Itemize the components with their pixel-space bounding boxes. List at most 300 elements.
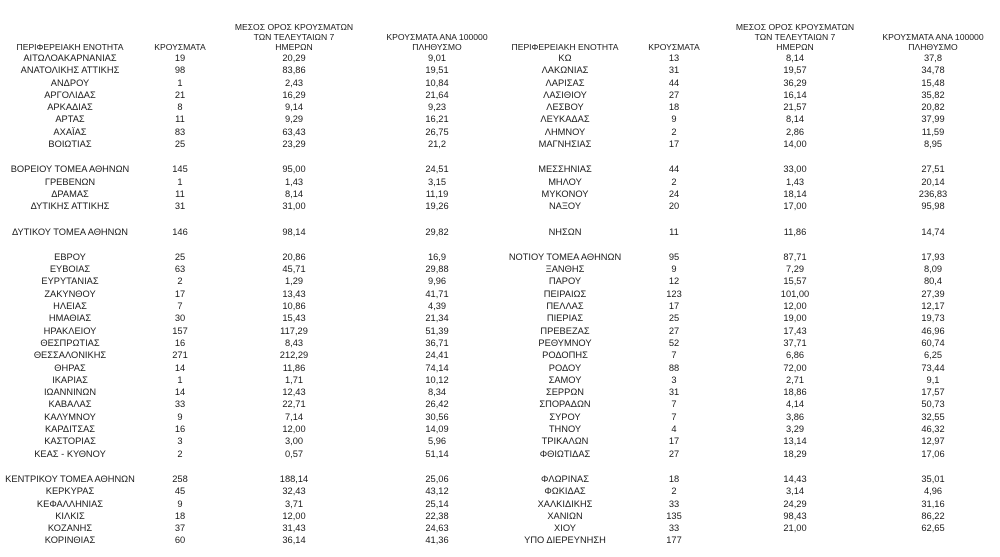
table-row bbox=[0, 52, 506, 64]
region-cell: ΠΑΡΟΥ bbox=[548, 276, 582, 287]
table-row bbox=[506, 337, 1000, 349]
cases-cell: 31 bbox=[668, 387, 680, 398]
per100k-cell: 46,32 bbox=[921, 424, 945, 435]
region-cell: ΑΙΤΩΛΟΑΚΑΡΝΑΝΙΑΣ bbox=[23, 53, 117, 63]
cases-cell: 177 bbox=[666, 535, 682, 546]
cases-cell: 16 bbox=[174, 337, 186, 348]
cases-cell: 2 bbox=[177, 276, 183, 287]
region-cell: ΝΗΣΩΝ bbox=[548, 226, 582, 237]
per100k-cell: 29,82 bbox=[425, 226, 449, 237]
table-row bbox=[0, 251, 506, 263]
per100k-cell: 31,16 bbox=[921, 498, 945, 509]
cases-cell: 135 bbox=[666, 510, 682, 521]
cases-cell: 258 bbox=[172, 473, 188, 484]
table-row bbox=[0, 510, 506, 522]
per100k-cell: 16,9 bbox=[427, 251, 447, 262]
region-cell: ΚΙΛΚΙΣ bbox=[55, 510, 85, 521]
cases-cell: 18 bbox=[174, 510, 186, 521]
table-row bbox=[506, 188, 1000, 200]
table-row bbox=[506, 126, 1000, 138]
per100k-cell: 29,88 bbox=[425, 264, 449, 275]
region-cell: ΗΛΕΙΑΣ bbox=[53, 301, 87, 312]
region-column-header: ΠΕΡΙΦΕΡΕΙΑΚΗ ΕΝΟΤΗΤΑ bbox=[511, 42, 619, 52]
cases-cell: 145 bbox=[172, 164, 188, 175]
per100k-cell: 32,55 bbox=[921, 411, 945, 422]
per100k-cell: 8,34 bbox=[427, 387, 447, 398]
spacer-row bbox=[506, 213, 1000, 226]
cases-cell: 1 bbox=[177, 374, 183, 385]
region-cell: ΧΑΛΚΙΔΙΚΗΣ bbox=[537, 498, 593, 509]
table-row bbox=[506, 226, 1000, 238]
region-cell: ΑΝΑΤΟΛΙΚΗΣ ΑΤΤΙΚΗΣ bbox=[20, 65, 120, 76]
per100k-cell: 10,84 bbox=[425, 77, 449, 88]
region-cell: ΚΑΒΑΛΑΣ bbox=[48, 399, 92, 410]
table-row bbox=[0, 374, 506, 386]
cases-cell: 17 bbox=[174, 288, 186, 299]
per100k-cell: 95,98 bbox=[921, 201, 945, 212]
region-cell: ΔΥΤΙΚΟΥ ΤΟΜΕΑ ΑΘΗΝΩΝ bbox=[11, 226, 129, 237]
region-cell: ΛΗΜΝΟΥ bbox=[544, 126, 586, 137]
cases-cell: 18 bbox=[668, 473, 680, 484]
per100k-cell: 17,06 bbox=[921, 448, 945, 459]
per100k-cell: 73,44 bbox=[921, 362, 945, 373]
region-cell: ΚΑΣΤΟΡΙΑΣ bbox=[44, 436, 96, 447]
per100k-cell: 51,14 bbox=[425, 448, 449, 459]
cases-cell: 2 bbox=[671, 486, 677, 497]
cases-cell: 1 bbox=[177, 176, 183, 187]
cases-cell bbox=[140, 150, 220, 163]
table-row bbox=[506, 362, 1000, 374]
per100k-cell: 27,51 bbox=[921, 164, 945, 175]
per100k-cell: 19,51 bbox=[425, 65, 449, 76]
table-row bbox=[0, 89, 506, 101]
cases-cell: 27 bbox=[668, 448, 680, 459]
per100k-cell: 86,22 bbox=[921, 510, 945, 521]
avg7-cell: 117,29 bbox=[280, 325, 308, 336]
cases-cell: 98 bbox=[174, 65, 186, 76]
avg7-cell: 17,00 bbox=[783, 201, 807, 212]
per100k-cell: 25,06 bbox=[425, 473, 449, 484]
cases-cell bbox=[624, 213, 724, 226]
spacer-row bbox=[0, 460, 506, 473]
cases-cell: 44 bbox=[668, 77, 680, 88]
cases-cell: 14 bbox=[174, 362, 186, 373]
cases-table-right bbox=[506, 14, 1000, 547]
per100k-cell: 6,25 bbox=[923, 350, 943, 361]
per100k-cell: 27,39 bbox=[921, 288, 945, 299]
table-row bbox=[506, 485, 1000, 497]
table-row bbox=[0, 423, 506, 435]
cases-cell: 63 bbox=[174, 264, 186, 275]
region-cell: ΦΛΩΡΙΝΑΣ bbox=[540, 473, 590, 484]
avg7-cell: 9,29 bbox=[284, 114, 304, 125]
per100k-cell: 62,65 bbox=[921, 523, 945, 534]
table-row bbox=[0, 522, 506, 534]
per100k-cell: 41,36 bbox=[425, 535, 449, 546]
region-cell: ΖΑΚΥΝΘΟΥ bbox=[44, 288, 96, 299]
avg7-cell bbox=[724, 534, 866, 546]
avg7-column-header: ΜΕΣΟΣ ΟΡΟΣ ΚΡΟΥΣΜΑΤΩΝ ΤΩΝ ΤΕΛΕΥΤΑΙΩΝ 7 ΗΜΕΡΩΝ bbox=[234, 22, 354, 52]
region-cell bbox=[0, 213, 140, 226]
per100k-cell: 11,19 bbox=[425, 188, 449, 199]
per100k-cell: 10,12 bbox=[425, 374, 449, 385]
avg7-cell: 87,71 bbox=[783, 251, 807, 262]
region-cell: ΒΟΙΩΤΙΑΣ bbox=[48, 139, 92, 150]
avg7-cell: 13,43 bbox=[282, 288, 306, 299]
avg7-cell bbox=[724, 213, 866, 226]
table-row bbox=[0, 300, 506, 312]
avg7-cell: 18,86 bbox=[783, 387, 807, 398]
region-cell: ΣΠΟΡΑΔΩΝ bbox=[539, 399, 591, 410]
cases-cell: 4 bbox=[671, 424, 677, 435]
avg7-cell: 13,14 bbox=[783, 436, 807, 447]
cases-cell: 25 bbox=[668, 313, 680, 324]
avg7-cell: 1,43 bbox=[785, 176, 805, 187]
table-row bbox=[0, 362, 506, 374]
table-row bbox=[506, 448, 1000, 460]
cases-cell: 20 bbox=[668, 201, 680, 212]
region-cell: ΚΕΡΚΥΡΑΣ bbox=[45, 486, 95, 497]
avg7-cell bbox=[220, 150, 368, 163]
region-cell: ΛΕΣΒΟΥ bbox=[546, 102, 584, 113]
avg7-cell: 72,00 bbox=[783, 362, 807, 373]
table-row bbox=[0, 163, 506, 175]
per100k-cell: 37,8 bbox=[923, 53, 943, 63]
table-row bbox=[0, 485, 506, 497]
table-row bbox=[506, 263, 1000, 275]
cases-cell: 8 bbox=[177, 102, 183, 113]
avg7-cell: 63,43 bbox=[282, 126, 306, 137]
cases-cell: 7 bbox=[671, 411, 677, 422]
avg7-cell bbox=[724, 238, 866, 251]
table-row bbox=[506, 113, 1000, 125]
cases-cell: 88 bbox=[668, 362, 680, 373]
region-cell: ΦΩΚΙΔΑΣ bbox=[544, 486, 586, 497]
region-cell bbox=[0, 460, 140, 473]
avg7-cell: 22,71 bbox=[282, 399, 306, 410]
per100k-cell: 3,15 bbox=[427, 176, 447, 187]
per100k-column-header: ΚΡΟΥΣΜΑΤΑ ΑΝΑ 100000 ΠΛΗΘΥΣΜΟ bbox=[386, 32, 488, 52]
cases-cell: 17 bbox=[668, 301, 680, 312]
per100k-cell: 37,99 bbox=[921, 114, 945, 125]
avg7-cell bbox=[220, 238, 368, 251]
per100k-cell: 21,2 bbox=[427, 139, 447, 150]
table-row bbox=[506, 312, 1000, 324]
avg7-cell: 8,14 bbox=[284, 188, 304, 199]
per100k-cell: 34,78 bbox=[921, 65, 945, 76]
cases-cell: 2 bbox=[177, 448, 183, 459]
table-row bbox=[0, 288, 506, 300]
table-row bbox=[506, 510, 1000, 522]
per100k-cell bbox=[866, 534, 1000, 546]
cases-cell: 123 bbox=[666, 288, 682, 299]
avg7-cell: 31,43 bbox=[282, 523, 306, 534]
table-row bbox=[0, 138, 506, 150]
avg7-cell: 20,29 bbox=[282, 53, 306, 63]
table-row bbox=[506, 498, 1000, 510]
region-cell bbox=[0, 238, 140, 251]
region-cell: ΕΥΒΟΙΑΣ bbox=[49, 264, 91, 275]
cases-cell: 1 bbox=[177, 77, 183, 88]
region-cell: ΤΗΝΟΥ bbox=[548, 424, 582, 435]
avg7-cell: 33,00 bbox=[783, 164, 807, 175]
cases-cell bbox=[140, 460, 220, 473]
region-cell: ΣΕΡΡΩΝ bbox=[545, 387, 584, 398]
table-row bbox=[0, 534, 506, 546]
region-cell: ΚΟΖΑΝΗΣ bbox=[47, 523, 93, 534]
per100k-cell: 21,34 bbox=[425, 313, 449, 324]
avg7-cell: 24,29 bbox=[783, 498, 807, 509]
region-cell: ΛΕΥΚΑΔΑΣ bbox=[540, 114, 590, 125]
region-cell: ΡΕΘΥΜΝΟΥ bbox=[538, 337, 592, 348]
avg7-cell: 45,71 bbox=[282, 264, 306, 275]
table-row bbox=[0, 200, 506, 212]
table-row bbox=[506, 349, 1000, 361]
table-row bbox=[506, 473, 1000, 485]
avg7-cell: 18,14 bbox=[783, 188, 807, 199]
avg7-cell: 7,14 bbox=[284, 411, 304, 422]
table-row bbox=[0, 275, 506, 287]
cases-cell: 157 bbox=[172, 325, 188, 336]
avg7-cell: 19,57 bbox=[783, 65, 807, 76]
per100k-cell bbox=[368, 460, 506, 473]
per100k-cell: 35,01 bbox=[921, 473, 945, 484]
region-cell: ΧΑΝΙΩΝ bbox=[547, 510, 583, 521]
region-cell: ΘΗΡΑΣ bbox=[54, 362, 86, 373]
cases-cell: 3 bbox=[177, 436, 183, 447]
per100k-cell: 14,74 bbox=[921, 226, 945, 237]
region-cell bbox=[506, 460, 624, 473]
table-row bbox=[0, 101, 506, 113]
cases-cell bbox=[624, 238, 724, 251]
avg7-cell: 15,43 bbox=[282, 313, 306, 324]
region-cell: ΡΟΔΟΠΗΣ bbox=[542, 350, 588, 361]
per100k-cell: 24,63 bbox=[425, 523, 449, 534]
table-row bbox=[506, 89, 1000, 101]
per100k-cell: 21,64 bbox=[425, 89, 449, 100]
per100k-cell: 36,71 bbox=[425, 337, 449, 348]
avg7-cell: 8,14 bbox=[785, 114, 805, 125]
cases-cell: 13 bbox=[668, 53, 680, 63]
per100k-cell: 74,14 bbox=[425, 362, 449, 373]
table-row bbox=[506, 200, 1000, 212]
cases-cell: 271 bbox=[172, 350, 188, 361]
per100k-cell: 50,73 bbox=[921, 399, 945, 410]
avg7-cell: 8,43 bbox=[284, 337, 304, 348]
avg7-cell: 15,57 bbox=[783, 276, 807, 287]
region-cell: ΛΑΚΩΝΙΑΣ bbox=[541, 65, 589, 76]
cases-cell: 3 bbox=[671, 374, 677, 385]
avg7-cell: 19,00 bbox=[783, 313, 807, 324]
table-row bbox=[506, 386, 1000, 398]
per100k-cell: 24,41 bbox=[425, 350, 449, 361]
per100k-cell: 8,95 bbox=[923, 139, 943, 150]
cases-cell bbox=[140, 238, 220, 251]
cases-cell: 83 bbox=[174, 126, 186, 137]
avg7-cell: 16,29 bbox=[282, 89, 306, 100]
spacer-row bbox=[506, 150, 1000, 163]
cases-table-left bbox=[0, 14, 506, 547]
avg7-cell: 2,71 bbox=[785, 374, 805, 385]
table-row bbox=[0, 77, 506, 89]
avg7-cell: 3,14 bbox=[785, 486, 805, 497]
avg7-cell: 7,29 bbox=[785, 264, 805, 275]
avg7-cell: 1,43 bbox=[284, 176, 304, 187]
avg7-cell bbox=[724, 460, 866, 473]
region-cell: ΣΥΡΟΥ bbox=[549, 411, 581, 422]
region-cell: ΜΗΛΟΥ bbox=[548, 176, 582, 187]
table-row bbox=[506, 138, 1000, 150]
cases-cell: 12 bbox=[668, 276, 680, 287]
spacer-row bbox=[0, 150, 506, 163]
region-cell: ΚΑΛΥΜΝΟΥ bbox=[44, 411, 96, 422]
avg7-cell: 11,86 bbox=[783, 226, 807, 237]
per100k-cell: 60,74 bbox=[921, 337, 945, 348]
per100k-cell: 20,82 bbox=[921, 102, 945, 113]
region-cell: ΜΕΣΣΗΝΙΑΣ bbox=[538, 164, 592, 175]
per100k-cell bbox=[866, 460, 1000, 473]
cases-cell: 2 bbox=[671, 126, 677, 137]
table-row bbox=[0, 188, 506, 200]
region-cell: ΠΡΕΒΕΖΑΣ bbox=[540, 325, 590, 336]
table-row bbox=[0, 126, 506, 138]
cases-cell: 44 bbox=[668, 164, 680, 175]
avg7-cell: 12,43 bbox=[282, 387, 306, 398]
avg7-cell: 32,43 bbox=[282, 486, 306, 497]
per100k-cell: 5,96 bbox=[427, 436, 447, 447]
region-cell: ΛΑΡΙΣΑΣ bbox=[545, 77, 585, 88]
cases-cell: 24 bbox=[668, 188, 680, 199]
avg7-cell: 17,43 bbox=[783, 325, 807, 336]
table-row bbox=[506, 163, 1000, 175]
cases-cell: 17 bbox=[668, 139, 680, 150]
cases-cell: 31 bbox=[668, 65, 680, 76]
left-table-body bbox=[0, 52, 506, 547]
region-cell: ΠΕΛΛΑΣ bbox=[546, 301, 584, 312]
per100k-cell: 26,42 bbox=[425, 399, 449, 410]
header-row bbox=[0, 14, 506, 52]
avg7-cell: 12,00 bbox=[783, 301, 807, 312]
cases-column-header: ΚΡΟΥΣΜΑΤΑ bbox=[154, 42, 206, 52]
region-cell: ΚΩ bbox=[558, 53, 572, 63]
region-cell: ΔΥΤΙΚΗΣ ΑΤΤΙΚΗΣ bbox=[30, 201, 110, 212]
region-cell: ΑΡΚΑΔΙΑΣ bbox=[47, 102, 93, 113]
region-cell: ΔΡΑΜΑΣ bbox=[51, 188, 89, 199]
header-row bbox=[506, 14, 1000, 52]
region-cell: ΕΒΡΟΥ bbox=[54, 251, 86, 262]
region-cell: ΝΑΞΟΥ bbox=[548, 201, 582, 212]
table-row bbox=[0, 498, 506, 510]
region-cell: ΘΕΣΣΑΛΟΝΙΚΗΣ bbox=[33, 350, 107, 361]
avg7-cell: 36,29 bbox=[783, 77, 807, 88]
avg7-cell: 8,14 bbox=[785, 53, 805, 63]
region-cell: ΗΡΑΚΛΕΙΟΥ bbox=[43, 325, 97, 336]
per100k-cell: 24,51 bbox=[425, 164, 449, 175]
spacer-row bbox=[506, 238, 1000, 251]
region-cell bbox=[506, 213, 624, 226]
table-row bbox=[0, 411, 506, 423]
region-cell: ΜΥΚΟΝΟΥ bbox=[541, 188, 589, 199]
per100k-cell: 9,96 bbox=[427, 276, 447, 287]
avg7-cell: 31,00 bbox=[282, 201, 306, 212]
cases-cell: 146 bbox=[172, 226, 188, 237]
avg7-cell: 4,14 bbox=[785, 399, 805, 410]
right-table-body bbox=[506, 52, 1000, 547]
table-row bbox=[506, 275, 1000, 287]
table-row bbox=[0, 113, 506, 125]
per100k-cell: 4,96 bbox=[923, 486, 943, 497]
per100k-cell: 25,14 bbox=[425, 498, 449, 509]
region-column-header: ΠΕΡΙΦΕΡΕΙΑΚΗ ΕΝΟΤΗΤΑ bbox=[16, 42, 124, 52]
avg7-cell: 16,14 bbox=[783, 89, 807, 100]
avg7-cell: 188,14 bbox=[279, 473, 309, 484]
per100k-cell bbox=[368, 150, 506, 163]
per100k-cell: 16,21 bbox=[425, 114, 449, 125]
table-row bbox=[506, 534, 1000, 546]
region-cell: ΠΕΙΡΑΙΩΣ bbox=[543, 288, 587, 299]
avg7-cell: 12,00 bbox=[282, 424, 306, 435]
cases-cell: 7 bbox=[671, 399, 677, 410]
region-cell: ΙΩΑΝΝΙΝΩΝ bbox=[43, 387, 97, 398]
cases-cell: 2 bbox=[671, 176, 677, 187]
avg7-cell: 212,29 bbox=[279, 350, 309, 361]
cases-cell: 14 bbox=[174, 387, 186, 398]
table-row bbox=[0, 64, 506, 76]
region-cell: ΘΕΣΠΡΩΤΙΑΣ bbox=[40, 337, 100, 348]
per100k-cell: 35,82 bbox=[921, 89, 945, 100]
table-row bbox=[0, 435, 506, 447]
region-cell: ΙΚΑΡΙΑΣ bbox=[52, 374, 88, 385]
table-row bbox=[506, 288, 1000, 300]
table-row bbox=[0, 386, 506, 398]
avg7-cell: 11,86 bbox=[282, 362, 306, 373]
table-row bbox=[506, 411, 1000, 423]
per100k-cell: 12,17 bbox=[921, 301, 945, 312]
table-row bbox=[0, 398, 506, 410]
region-cell: ΚΕΦΑΛΛΗΝΙΑΣ bbox=[36, 498, 104, 509]
avg7-cell: 10,86 bbox=[282, 301, 306, 312]
avg7-cell bbox=[220, 213, 368, 226]
region-cell: ΞΑΝΘΗΣ bbox=[545, 264, 585, 275]
cases-cell: 25 bbox=[174, 251, 186, 262]
cases-cell: 21 bbox=[174, 89, 186, 100]
avg7-cell: 83,86 bbox=[282, 65, 306, 76]
table-row bbox=[506, 522, 1000, 534]
per100k-cell: 30,56 bbox=[425, 411, 449, 422]
region-cell: ΠΙΕΡΙΑΣ bbox=[546, 313, 584, 324]
per100k-cell: 4,39 bbox=[427, 301, 447, 312]
cases-cell: 27 bbox=[668, 325, 680, 336]
per100k-cell bbox=[866, 238, 1000, 251]
avg7-cell: 37,71 bbox=[783, 337, 807, 348]
avg7-cell: 2,43 bbox=[284, 77, 304, 88]
region-cell: ΑΡΤΑΣ bbox=[55, 114, 85, 125]
avg7-cell bbox=[724, 150, 866, 163]
region-cell: ΤΡΙΚΑΛΩΝ bbox=[541, 436, 589, 447]
cases-cell: 17 bbox=[668, 436, 680, 447]
avg7-cell: 36,14 bbox=[282, 535, 306, 546]
avg7-cell: 1,71 bbox=[284, 374, 304, 385]
cases-cell bbox=[140, 213, 220, 226]
per100k-cell: 11,59 bbox=[921, 126, 945, 137]
region-cell: ΦΘΙΩΤΙΔΑΣ bbox=[539, 448, 591, 459]
table-row bbox=[506, 374, 1000, 386]
region-cell: ΓΡΕΒΕΝΩΝ bbox=[44, 176, 96, 187]
per100k-cell: 46,96 bbox=[921, 325, 945, 336]
avg7-cell: 3,29 bbox=[785, 424, 805, 435]
avg7-cell: 98,43 bbox=[783, 510, 807, 521]
region-cell: ΚΕΝΤΡΙΚΟΥ ΤΟΜΕΑ ΑΘΗΝΩΝ bbox=[5, 473, 135, 484]
